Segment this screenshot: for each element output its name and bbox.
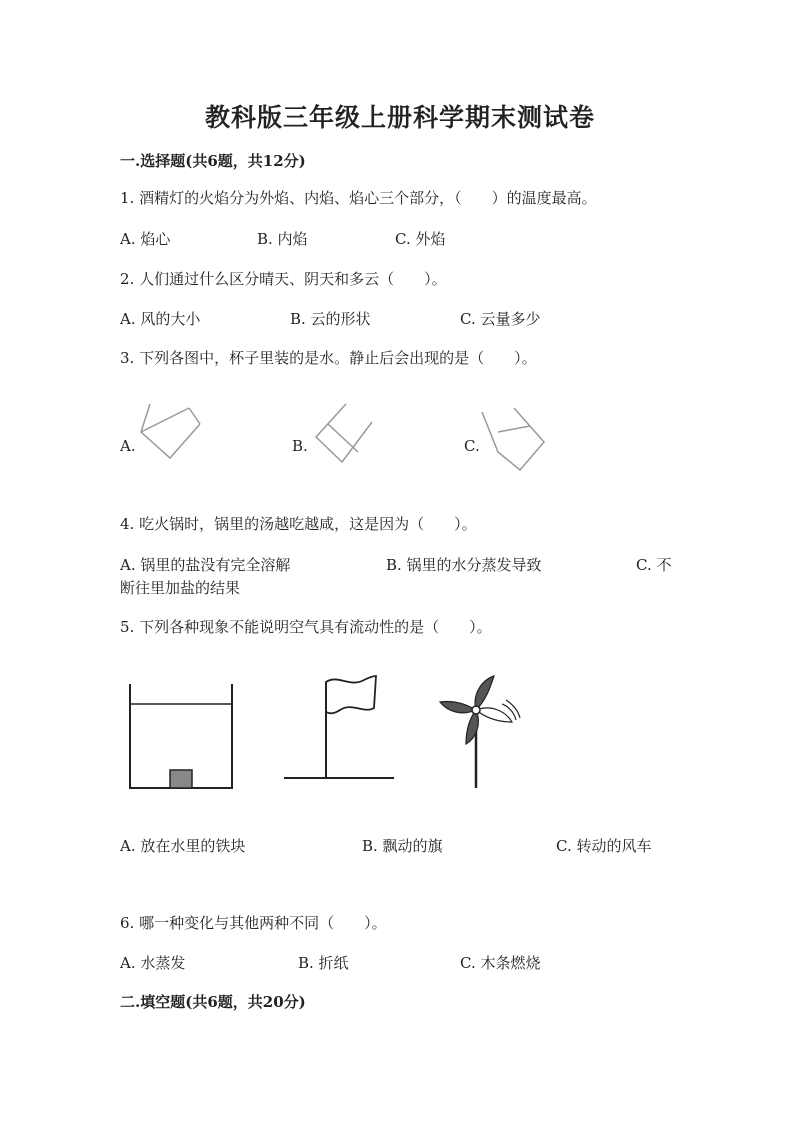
q4-option-c[interactable]: C. 不 bbox=[636, 556, 672, 574]
q5-option-c[interactable]: C. 转动的风车 bbox=[556, 837, 652, 855]
tilted-cup-figure-b bbox=[312, 400, 382, 480]
q4-option-b[interactable]: B. 锅里的水分蒸发导致 bbox=[386, 556, 542, 574]
q6-option-a[interactable]: A. 水蒸发 bbox=[120, 954, 186, 972]
water-tank-iron-block-figure bbox=[126, 684, 236, 790]
q1-option-b[interactable]: B. 内焰 bbox=[257, 230, 308, 248]
q1-option-c[interactable]: C. 外焰 bbox=[395, 230, 446, 248]
section-heading-fill-blank: 二.填空题(共6题，共20分) bbox=[120, 993, 306, 1011]
q4-option-a[interactable]: A. 锅里的盐没有完全溶解 bbox=[120, 556, 291, 574]
q6-option-b[interactable]: B. 折纸 bbox=[298, 954, 349, 972]
section-heading-choice: 一.选择题(共6题，共12分) bbox=[120, 152, 306, 170]
pinwheel-figure bbox=[436, 670, 526, 790]
q2-option-c[interactable]: C. 云量多少 bbox=[460, 310, 541, 328]
q3-option-b[interactable]: B. bbox=[292, 437, 308, 455]
question-2: 2. 人们通过什么区分晴天、阴天和多云（ ）。 bbox=[120, 270, 447, 288]
q5-option-b[interactable]: B. 飘动的旗 bbox=[362, 837, 443, 855]
tilted-cup-figure-a bbox=[138, 400, 208, 480]
q1-option-a[interactable]: A. 焰心 bbox=[120, 230, 171, 248]
q3-option-c[interactable]: C. bbox=[464, 437, 480, 455]
tilted-cup-figure-c bbox=[480, 400, 550, 480]
q4-option-c-continued: 断往里加盐的结果 bbox=[120, 579, 241, 597]
question-6: 6. 哪一种变化与其他两种不同（ ）。 bbox=[120, 914, 387, 932]
question-3: 3. 下列各图中，杯子里装的是水。静止后会出现的是（ ）。 bbox=[120, 349, 537, 367]
q5-option-a[interactable]: A. 放在水里的铁块 bbox=[120, 837, 246, 855]
q2-option-b[interactable]: B. 云的形状 bbox=[290, 310, 371, 328]
question-5: 5. 下列各种现象不能说明空气具有流动性的是（ ）。 bbox=[120, 618, 492, 636]
q2-option-a[interactable]: A. 风的大小 bbox=[120, 310, 201, 328]
page-title: 教科版三年级上册科学期末测试卷 bbox=[204, 103, 595, 132]
q3-option-a[interactable]: A. bbox=[120, 437, 136, 455]
question-1: 1. 酒精灯的火焰分为外焰、内焰、焰心三个部分，（ ）的温度最高。 bbox=[120, 189, 597, 207]
q6-option-c[interactable]: C. 木条燃烧 bbox=[460, 954, 541, 972]
question-4: 4. 吃火锅时，锅里的汤越吃越咸，这是因为（ ）。 bbox=[120, 515, 477, 533]
flag-figure bbox=[280, 672, 400, 782]
